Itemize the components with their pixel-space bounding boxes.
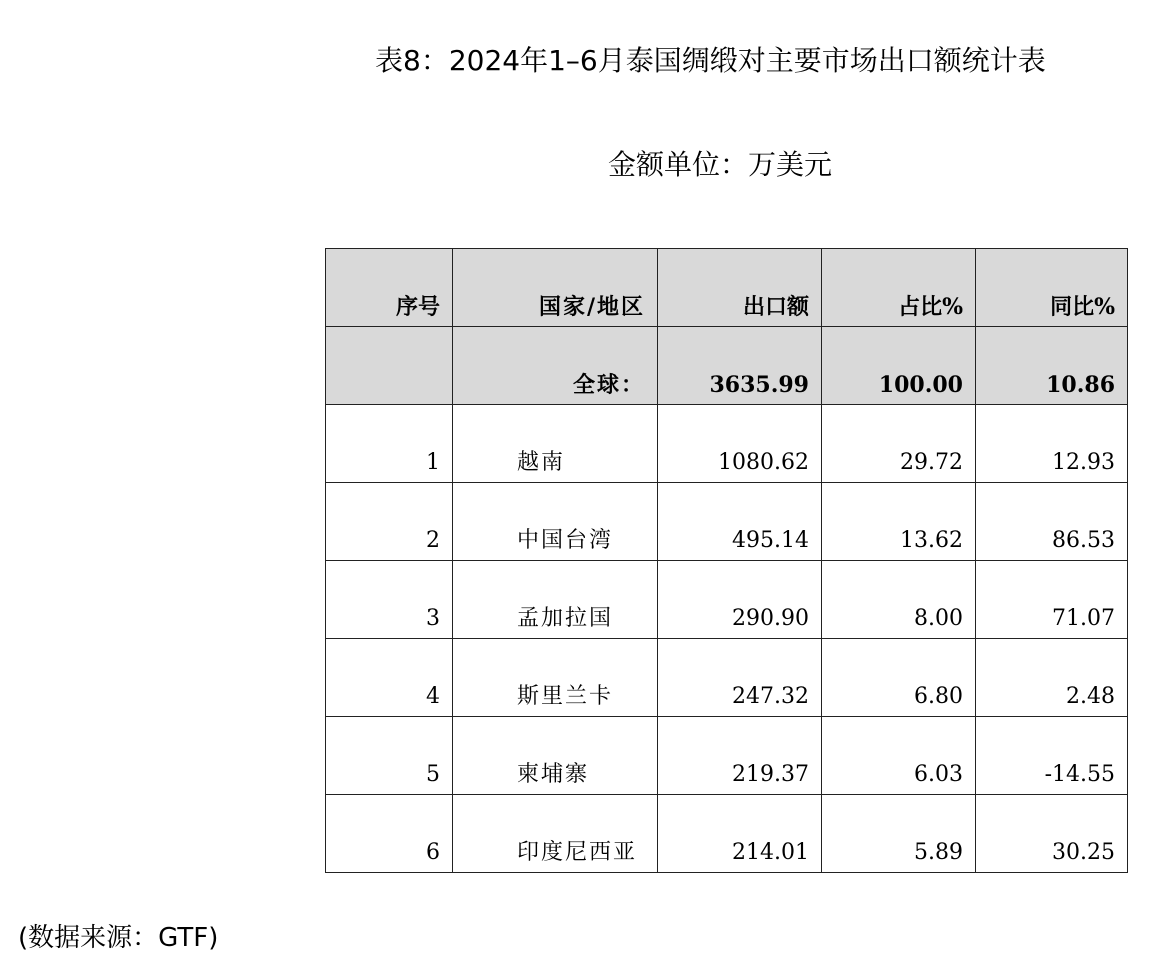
row-yoy: 71.07 <box>976 561 1128 639</box>
row-export: 247.32 <box>658 639 822 717</box>
row-country: 中国台湾 <box>453 483 658 561</box>
row-country: 孟加拉国 <box>453 561 658 639</box>
export-table <box>325 248 1128 873</box>
row-yoy: 2.48 <box>976 639 1128 717</box>
table-row <box>326 405 1128 483</box>
table-title: 表8：2024年1–6月泰国绸缎对主要市场出口额统计表 <box>375 44 1046 77</box>
header-no: 序号 <box>326 249 453 327</box>
row-share: 29.72 <box>822 405 976 483</box>
row-country: 斯里兰卡 <box>453 639 658 717</box>
row-country: 印度尼西亚 <box>453 795 658 873</box>
row-share: 13.62 <box>822 483 976 561</box>
currency-unit-label: 金额单位：万美元 <box>608 148 833 181</box>
row-no: 5 <box>326 717 453 795</box>
table-row <box>326 717 1128 795</box>
row-share: 6.80 <box>822 639 976 717</box>
row-no: 2 <box>326 483 453 561</box>
row-country: 越南 <box>453 405 658 483</box>
row-no: 1 <box>326 405 453 483</box>
row-yoy: 86.53 <box>976 483 1128 561</box>
total-yoy: 10.86 <box>976 327 1128 405</box>
row-no: 4 <box>326 639 453 717</box>
table-row <box>326 561 1128 639</box>
row-yoy: 12.93 <box>976 405 1128 483</box>
row-export: 290.90 <box>658 561 822 639</box>
row-yoy: 30.25 <box>976 795 1128 873</box>
total-label: 全球： <box>453 327 658 405</box>
row-share: 6.03 <box>822 717 976 795</box>
table-header-row <box>326 249 1128 327</box>
row-export: 1080.62 <box>658 405 822 483</box>
row-country: 柬埔寨 <box>453 717 658 795</box>
row-export: 214.01 <box>658 795 822 873</box>
row-yoy: -14.55 <box>976 717 1128 795</box>
table-row <box>326 795 1128 873</box>
row-no: 3 <box>326 561 453 639</box>
row-share: 5.89 <box>822 795 976 873</box>
header-country: 国家/地区 <box>453 249 658 327</box>
header-share: 占比% <box>822 249 976 327</box>
data-source-note: (数据来源：GTF) <box>18 923 219 953</box>
table-row <box>326 639 1128 717</box>
total-no-cell <box>326 327 453 405</box>
total-share: 100.00 <box>822 327 976 405</box>
row-no: 6 <box>326 795 453 873</box>
table-total-row <box>326 327 1128 405</box>
row-export: 495.14 <box>658 483 822 561</box>
total-export: 3635.99 <box>658 327 822 405</box>
row-export: 219.37 <box>658 717 822 795</box>
row-share: 8.00 <box>822 561 976 639</box>
header-export: 出口额 <box>658 249 822 327</box>
header-yoy: 同比% <box>976 249 1128 327</box>
table-row <box>326 483 1128 561</box>
